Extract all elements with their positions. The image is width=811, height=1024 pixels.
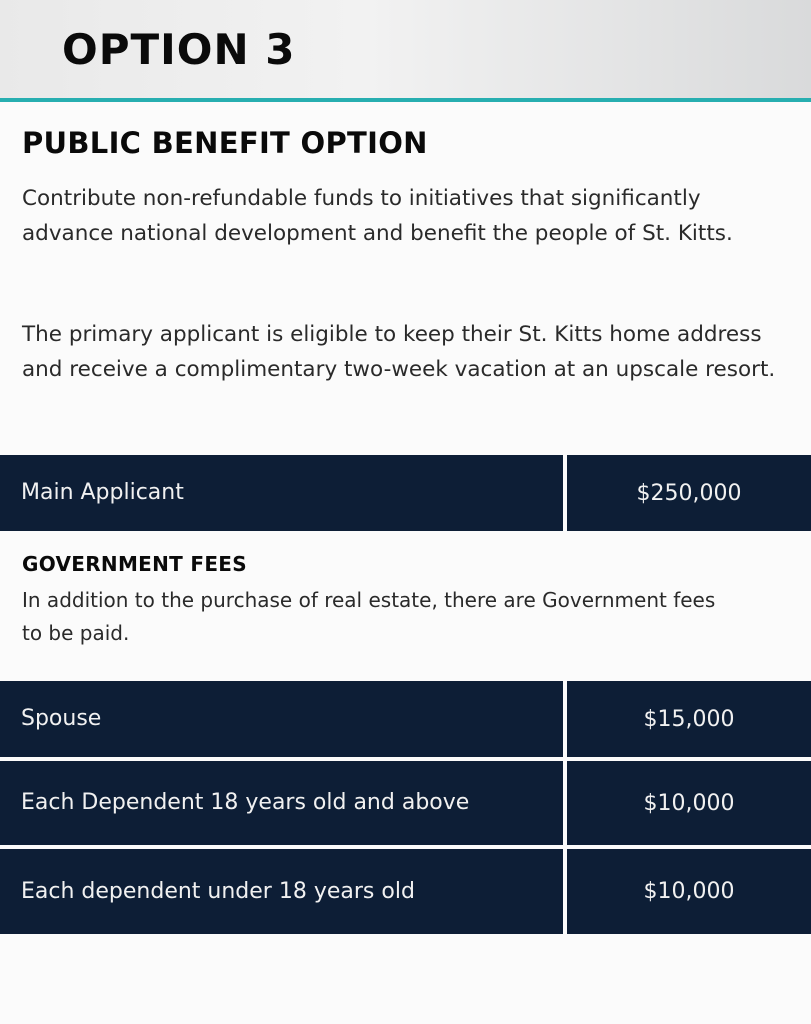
table-row: [0, 761, 811, 845]
government-fees-title: GOVERNMENT FEES: [22, 552, 247, 576]
section-title: PUBLIC BENEFIT OPTION: [22, 126, 428, 160]
row-value: $10,000: [567, 761, 811, 845]
table-row: [0, 681, 811, 757]
row-label: Main Applicant: [0, 455, 563, 531]
page-title: OPTION 3: [62, 25, 296, 74]
government-fees-description: In addition to the purchase of real estate, there are Government fees to be paid.: [22, 588, 716, 645]
main-applicant-table: [0, 455, 811, 535]
row-label: Each dependent under 18 years old: [0, 849, 563, 934]
row-value: $250,000: [567, 455, 811, 531]
description-paragraph-2: The primary applicant is eligible to keep their St. Kitts home address and receive a complimentary two-week vacation at an upscale resort.: [22, 322, 776, 382]
row-label: Each Dependent 18 years old and above: [0, 761, 563, 845]
row-value: $10,000: [567, 849, 811, 934]
table-row: [0, 849, 811, 934]
header-banner: [0, 0, 811, 102]
government-fees-table: [0, 681, 811, 938]
row-value: $15,000: [567, 681, 811, 757]
row-label: Spouse: [0, 681, 563, 757]
description-paragraph-1: Contribute non-refundable funds to initiatives that significantly advance national development and benefit the people of St. Kitts.: [22, 186, 733, 246]
table-row: [0, 455, 811, 531]
